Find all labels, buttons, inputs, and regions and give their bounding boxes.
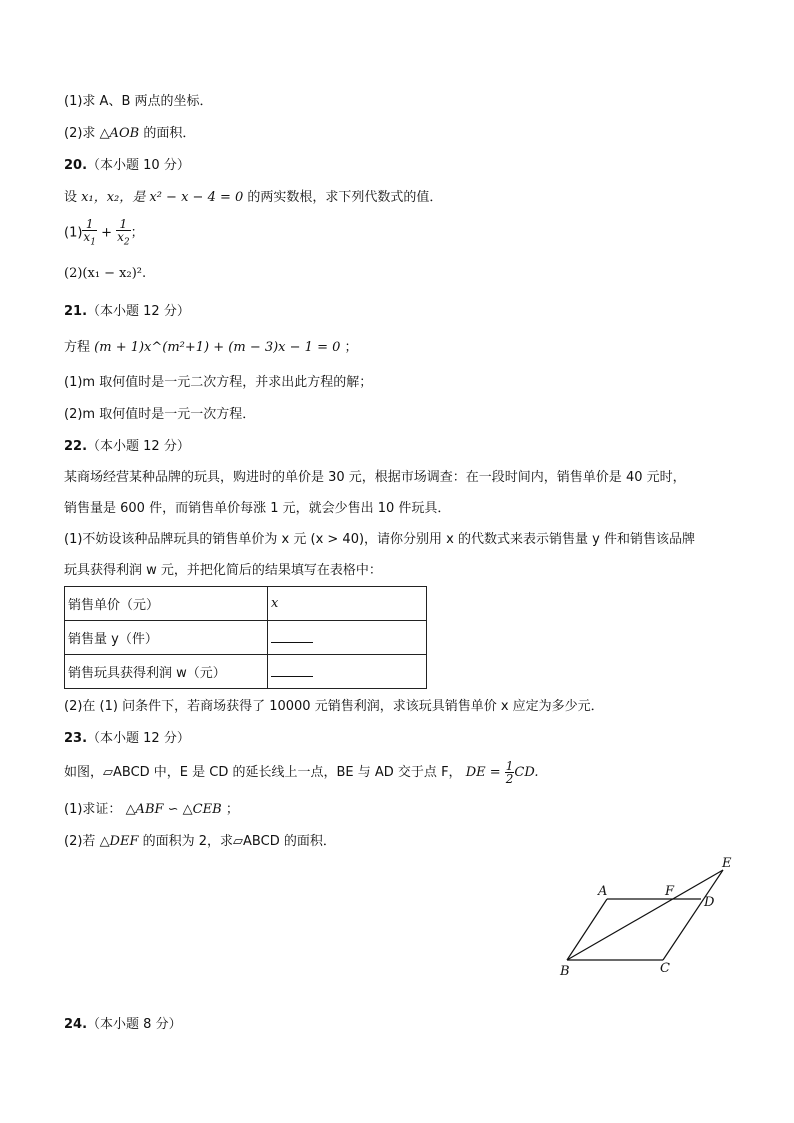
- parallelogram-figure: [550, 850, 750, 990]
- q23-part1: [64, 800, 239, 820]
- answer-blank[interactable]: [268, 621, 427, 655]
- q23-part2: [64, 832, 336, 852]
- table-cell: x: [268, 587, 427, 621]
- segment-BE: [567, 870, 723, 960]
- q21-stem: [64, 338, 358, 358]
- q22-line2: 销售量是 600 件，而销售单价每涨 1 元，就会少售出 10 件玩具．: [64, 501, 451, 516]
- q21-part1: (1)m 取何值时是一元二次方程，并求出此方程的解；: [64, 375, 373, 390]
- q21-part2: (2)m 取何值时是一元一次方程．: [64, 407, 256, 422]
- q22-number: 22.: [64, 439, 88, 454]
- fraction-one-half: [505, 760, 515, 785]
- q19-part2-math: △AOB: [99, 126, 140, 141]
- q20-part1: (1) $\frac{1}{x_1}$ + $\frac{1}{x_2}$ ；: [64, 217, 144, 248]
- table-row: [65, 655, 427, 689]
- q23-stem: [64, 758, 538, 788]
- q22-points: （本小题 12 分）: [87, 439, 190, 454]
- q23-part1-prefix: (1)求证：: [64, 802, 122, 817]
- q20-number: 20.: [64, 158, 88, 173]
- q24-heading: [64, 1015, 182, 1035]
- q24-number: 24.: [64, 1017, 88, 1032]
- q21-points: （本小题 12 分）: [87, 304, 190, 319]
- q20-stem-prefix: 设: [64, 190, 78, 205]
- q23-stem-tail: CD.: [514, 765, 539, 780]
- fraction-1-over-x2: $\frac{1}{x_2}$: [117, 217, 130, 248]
- q23-part1-math: △ABF ∽ △CEB: [125, 802, 222, 817]
- q22-line4: 玩具获得利润 w 元，并把化简后的结果填写在表格中：: [64, 563, 382, 578]
- q20-part1-suffix: ；: [130, 225, 144, 241]
- q24-points: （本小题 8 分）: [87, 1017, 182, 1032]
- label-F: F: [665, 884, 675, 899]
- q20-heading: [64, 156, 190, 176]
- q23-stem-text: 如图，▱ABCD 中，E 是 CD 的延长线上一点，BE 与 AD 交于点 F，: [64, 765, 462, 780]
- q21-stem-math: (m + 1)x^(m²+1) + (m − 3)x − 1 = 0: [94, 340, 341, 355]
- q20-points: （本小题 10 分）: [87, 158, 190, 173]
- fraction-denominator: 2: [505, 772, 514, 786]
- q20-part1-label: (1): [64, 225, 83, 241]
- q21-stem-prefix: 方程: [64, 340, 91, 355]
- q23-part2-suffix: 的面积为 2，求▱ABCD 的面积．: [142, 834, 336, 849]
- q21-stem-suffix: ；: [344, 340, 358, 355]
- q20-part2: (2)(x₁ − x₂)².: [64, 266, 147, 281]
- q23-part1-suffix: ；: [225, 802, 239, 817]
- fraction-numerator: 1: [505, 759, 514, 773]
- q19-part1: (1)求 A、B 两点的坐标．: [64, 94, 213, 109]
- label-E: E: [722, 856, 732, 871]
- label-A: A: [598, 884, 608, 899]
- q22-heading: [64, 437, 190, 457]
- q21-heading: [64, 302, 190, 322]
- q23-part2-prefix: (2)若: [64, 834, 96, 849]
- q22-line3: (1)不妨设该种品牌玩具的销售单价为 x 元 (x > 40)，请你分别用 x 的代数式来表示销售量 y 件和销售该品牌: [64, 532, 695, 547]
- q23-points: （本小题 12 分）: [87, 731, 190, 746]
- label-D: D: [704, 895, 715, 910]
- segment-AB: [567, 899, 607, 960]
- table-cell: 销售量 y（件）: [65, 621, 268, 655]
- table-cell: 销售玩具获得利润 w（元）: [65, 655, 268, 689]
- q23-heading: [64, 729, 190, 749]
- q19-part2: [64, 124, 195, 144]
- q20-stem-suffix: 的两实数根，求下列代数式的值．: [247, 190, 443, 205]
- q22-table: [64, 586, 427, 689]
- q23-stem-math: DE =: [465, 765, 505, 780]
- label-B: B: [560, 964, 570, 979]
- q21-number: 21.: [64, 304, 88, 319]
- q23-number: 23.: [64, 731, 88, 746]
- q22-part2: (2)在 (1) 问条件下，若商场获得了 10000 元销售利润，求该玩具销售单价 x 应定为多少元．: [64, 699, 604, 714]
- table-row: [65, 621, 427, 655]
- q20-stem-math: x₁，x₂，是 x² − x − 4 = 0: [81, 190, 244, 205]
- q19-part2-prefix: (2)求: [64, 126, 96, 141]
- answer-blank[interactable]: [268, 655, 427, 689]
- label-C: C: [660, 961, 670, 976]
- q22-line1: 某商场经营某种品牌的玩具，购进时的单价是 30 元，根据市场调查：在一段时间内，销售单价是 40 元时，: [64, 470, 686, 485]
- q19-part2-suffix: 的面积．: [143, 126, 196, 141]
- table-cell: 销售单价（元）: [65, 587, 268, 621]
- table-row: [65, 587, 427, 621]
- fraction-1-over-x1: $\frac{1}{x_1}$: [83, 217, 96, 248]
- q23-part2-math: △DEF: [99, 834, 139, 849]
- q20-stem: [64, 188, 442, 208]
